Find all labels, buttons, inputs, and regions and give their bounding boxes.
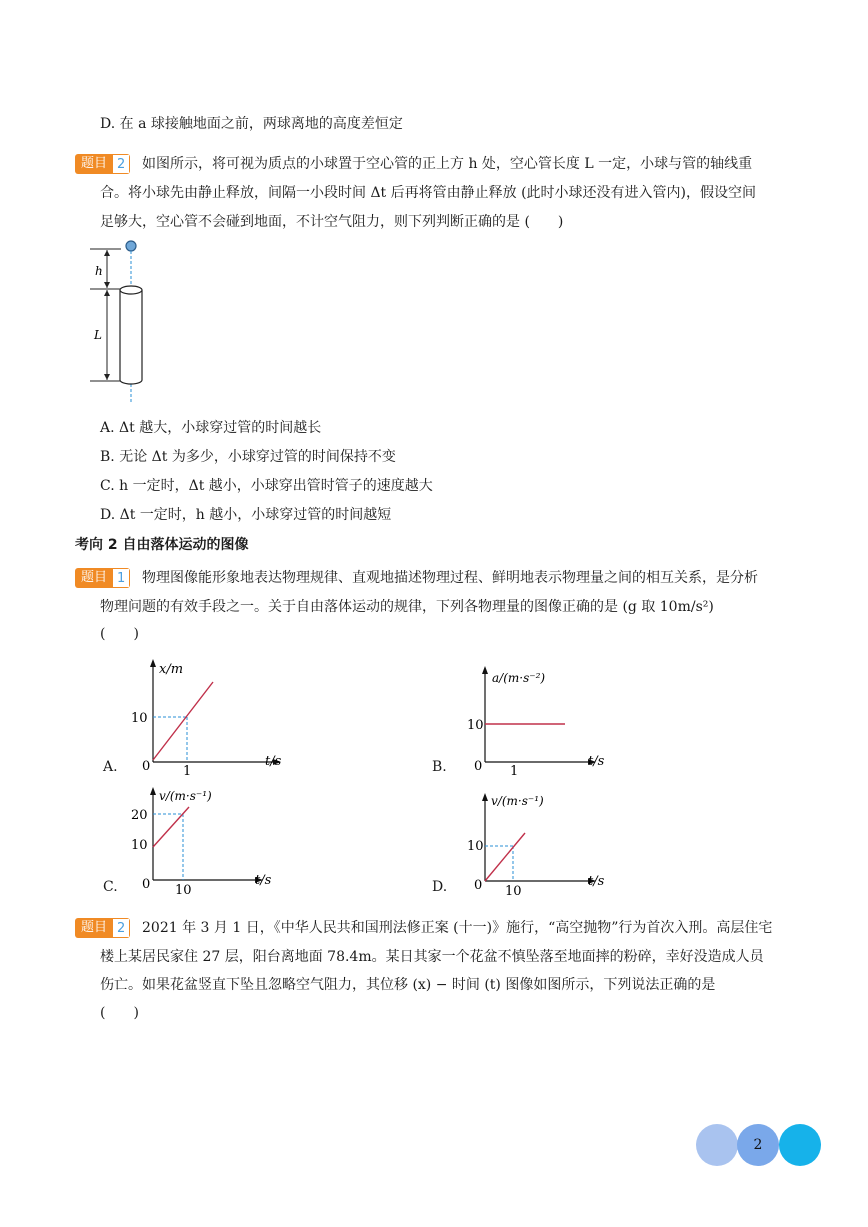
page-decor-left (696, 1124, 738, 1166)
graph-b-ytick: 10 (467, 718, 484, 733)
graph-b-xlabel: t/s (588, 754, 605, 769)
question-tag-label: 题目 (75, 918, 113, 938)
graph-c-origin: 0 (142, 877, 151, 892)
graph-b-ylabel: a/(m·s⁻²) (492, 671, 546, 685)
question-text-line: 合。将小球先由静止释放，间隔一小段时间 Δt 后再将管由静止释放 (此时小球还没有进入管内)，假设空间 (100, 185, 757, 201)
page-decor-right (779, 1124, 821, 1166)
question-tag-label: 题目 (75, 568, 113, 588)
question-tag (75, 154, 130, 174)
graph-d-ylabel: v/(m·s⁻¹) (491, 794, 544, 808)
graph-c-ytick-top: 20 (131, 808, 148, 823)
graph-b-xtick: 1 (510, 764, 519, 779)
question-tag-number: 2 (113, 918, 130, 938)
question-text-line: 如图所示，将可视为质点的小球置于空心管的正上方 h 处，空心管长度 L 一定，小球与管的轴线重 (142, 156, 753, 172)
question-text-line: ( ) (100, 626, 139, 642)
question-text-line: 足够大，空心管不会碰到地面，不计空气阻力，则下列判断正确的是 ( ) (100, 214, 564, 230)
question-tag (75, 568, 130, 588)
graph-a-xtick: 1 (183, 764, 192, 779)
option-a: A. Δt 越大，小球穿过管的时间越长 (100, 420, 322, 436)
graph-c-ylabel: v/(m·s⁻¹) (159, 789, 212, 803)
graph-a-ylabel: x/m (159, 662, 184, 677)
question-tag-number: 2 (113, 154, 130, 174)
question-text-line: 2021 年 3 月 1 日，《中华人民共和国刑法修正案 (十一)》施行，“高空抛物”行为首次入刑。高层住宅 (142, 920, 773, 936)
ball-icon (126, 241, 136, 251)
graph-d-origin: 0 (474, 878, 483, 893)
prev-option-d: D. 在 a 球接触地面之前，两球离地的高度差恒定 (100, 116, 403, 132)
question-text-line: 物理问题的有效手段之一。关于自由落体运动的规律，下列各物理量的图像正确的是 (g 取 10m/s²) (100, 599, 714, 615)
question-text-line: 伤亡。如果花盆竖直下坠且忽略空气阻力，其位移 (x) − 时间 (t) 图像如图所示，下列说法正确的是 (100, 977, 716, 993)
graph-d-ytick: 10 (467, 839, 484, 854)
option-c: C. h 一定时，Δt 越小，小球穿出管时管子的速度越大 (100, 478, 433, 494)
question-tag-label: 题目 (75, 154, 113, 174)
question-text-line: 楼上某居民家住 27 层，阳台离地面 78.4m。某日其家一个花盆不慎坠落至地面摔的粉碎，幸好没造成人员 (100, 949, 764, 965)
graph-a-ytick: 10 (131, 711, 148, 726)
graph-d-xlabel: t/s (588, 874, 605, 889)
graph-d-xtick: 10 (505, 884, 522, 899)
option-b: B. 无论 Δt 为多少，小球穿过管的时间保持不变 (100, 449, 396, 465)
page-number-badge (737, 1124, 779, 1166)
page-number: 2 (753, 1137, 763, 1153)
graph-d-letter: D. (432, 879, 448, 895)
option-d: D. Δt 一定时，h 越小，小球穿过管的时间越短 (100, 507, 392, 523)
graph-c-ytick: 10 (131, 838, 148, 853)
graph-c-letter: C. (103, 879, 118, 895)
label-h: h (95, 264, 103, 278)
graph-b-origin: 0 (474, 759, 483, 774)
graph-a-letter: A. (103, 759, 118, 775)
graph-c-xlabel: t/s (255, 873, 272, 888)
graph-b (455, 660, 625, 780)
section-heading: 考向 2 自由落体运动的图像 (75, 537, 249, 553)
graph-d (455, 785, 625, 900)
graph-a-xlabel: t/s (265, 754, 282, 769)
graph-b-letter: B. (432, 759, 447, 775)
question-text-line: ( ) (100, 1005, 139, 1021)
graph-c (125, 783, 295, 898)
graph-c-xtick: 10 (175, 883, 192, 898)
question-text-line: 物理图像能形象地表达物理规律、直观地描述物理过程、鲜明地表示物理量之间的相互关系，是分析 (142, 570, 758, 586)
question-tag-number: 1 (113, 568, 130, 588)
graph-a-origin: 0 (142, 759, 151, 774)
label-l: L (94, 328, 102, 342)
graph-a (125, 655, 295, 780)
question-tag (75, 918, 130, 938)
tube-figure (85, 236, 165, 404)
